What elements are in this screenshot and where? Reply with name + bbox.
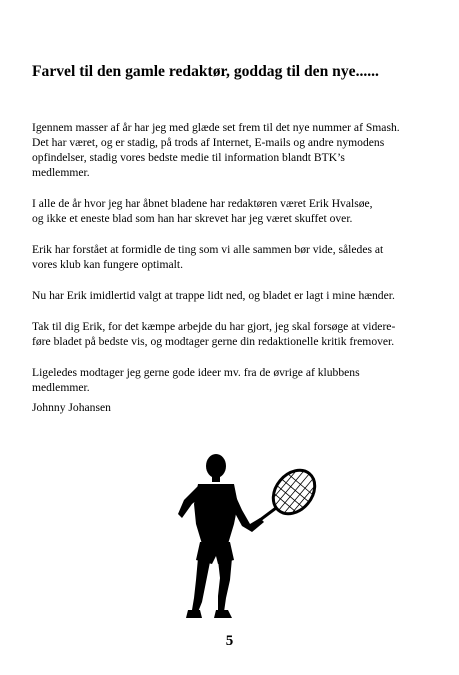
paragraph-line: føre bladet på bedste vis, og modtager gerne din redaktionelle kritik fremover. xyxy=(32,335,395,348)
paragraph-line: Nu har Erik imidlertid valgt at trappe lidt ned, og bladet er lagt i mine hænder. xyxy=(32,289,395,302)
tennis-player-icon xyxy=(172,452,322,624)
paragraph-line: medlemmer. xyxy=(32,381,90,394)
article-body xyxy=(32,120,442,411)
paragraph-line: Det har været, og er stadig, på trods af Internet, E-mails og andre nymodens xyxy=(32,136,385,149)
paragraph-line: og ikke et eneste blad som han har skrevet har jeg været skuffet over. xyxy=(32,212,353,225)
paragraph-line: I alle de år hvor jeg har åbnet bladene har redaktøren været Erik Hvalsøe, xyxy=(32,197,373,210)
paragraph-line: medlemmer. xyxy=(32,166,90,179)
paragraph-line: Tak til dig Erik, for det kæmpe arbejde du har gjort, jeg skal forsøge at videre- xyxy=(32,320,396,333)
page-number: 5 xyxy=(225,633,234,649)
paragraph-line: Ligeledes modtager jeg gerne gode ideer mv. fra de øvrige af klubbens xyxy=(32,366,360,379)
body-paragraph xyxy=(32,288,442,303)
author-signature: Johnny Johansen xyxy=(32,401,111,414)
paragraph-line: vores klub kan fungere optimalt. xyxy=(32,258,184,271)
body-paragraph xyxy=(32,120,442,180)
paragraph-line: Igennem masser af år har jeg med glæde set frem til det nye nummer af Smash. xyxy=(32,121,400,134)
body-paragraph xyxy=(32,242,442,272)
body-paragraph xyxy=(32,196,442,226)
body-paragraph xyxy=(32,365,442,395)
paragraph-line: Erik har forstået at formidle de ting som vi alle sammen bør vide, således at xyxy=(32,243,384,256)
paragraph-line: opfindelser, stadig vores bedste medie til information blandt BTK’s xyxy=(32,151,345,164)
article-title: Farvel til den gamle redaktør, goddag til den nye...... xyxy=(32,63,379,80)
body-paragraph xyxy=(32,319,442,349)
